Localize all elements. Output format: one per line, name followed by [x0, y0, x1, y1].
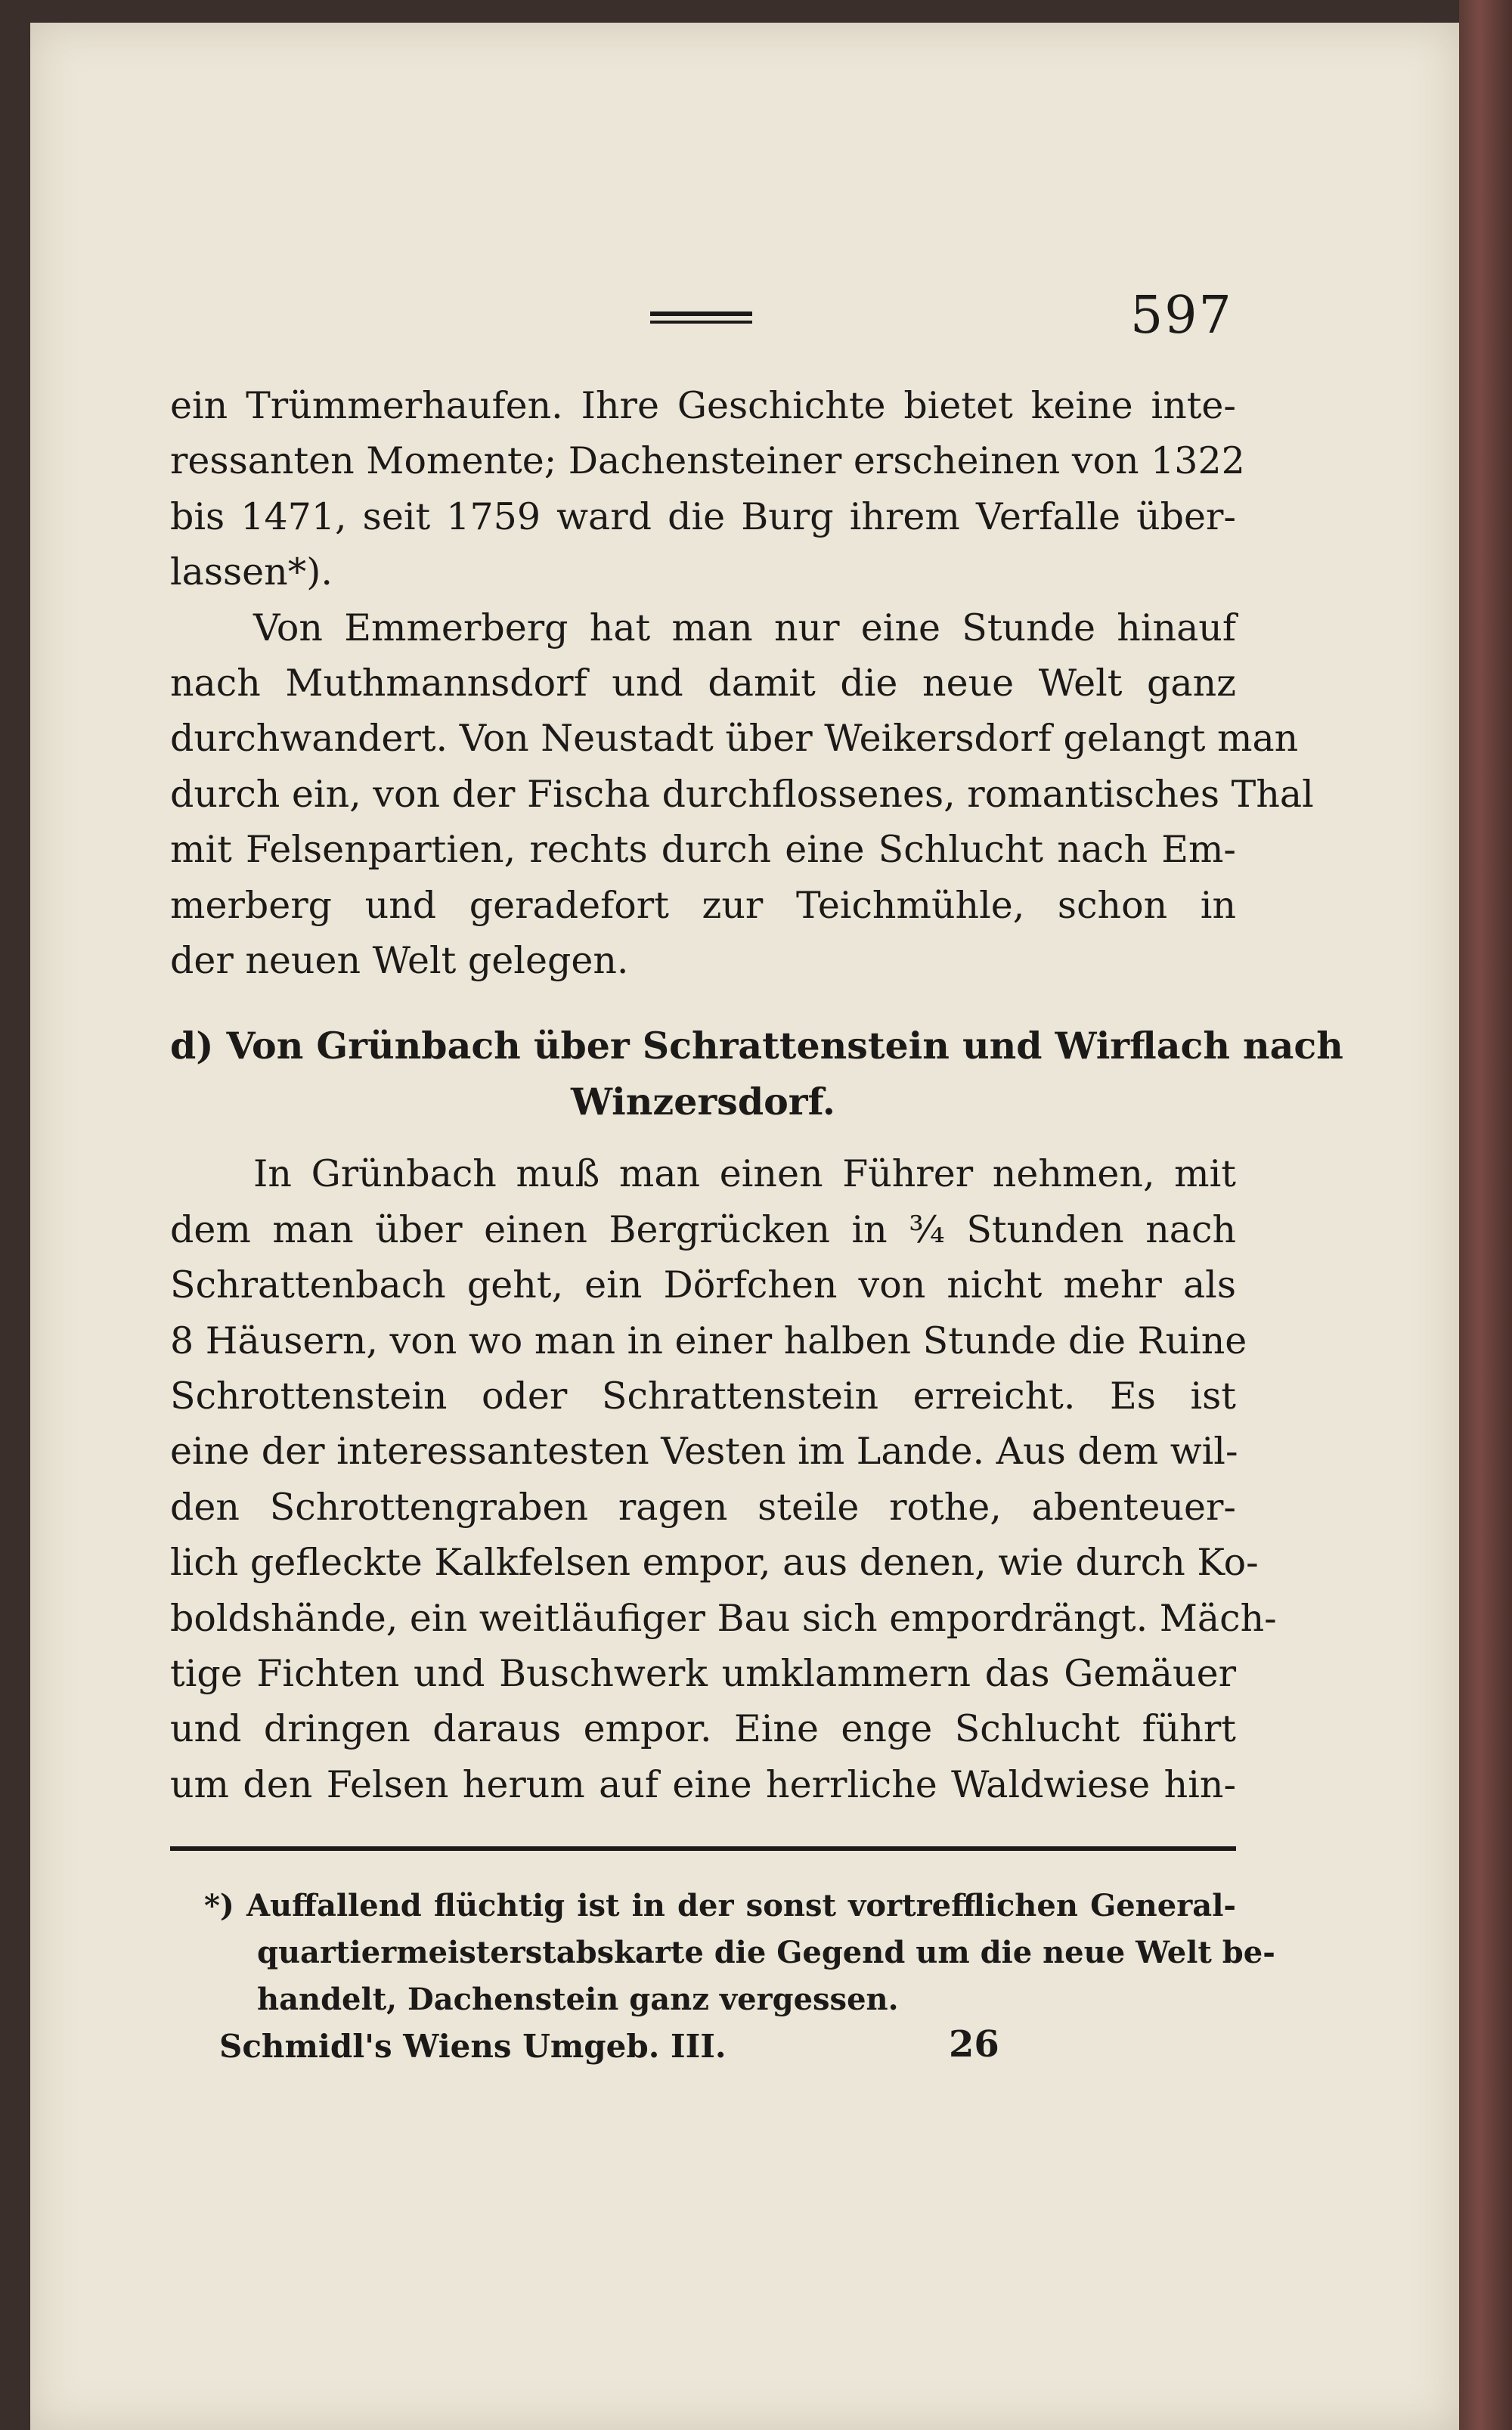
text-line: In Grünbach muß man einen Führer nehmen, mit — [253, 1152, 1236, 1196]
text-line: mit Felsenpartien, rechts durch eine Schlucht nach Em- — [170, 828, 1236, 872]
text-line: und dringen daraus empor. Eine enge Schlucht führt — [170, 1707, 1236, 1751]
text-line: durchwandert. Von Neustadt über Weikersdorf gelangt man — [170, 717, 1299, 761]
book-binding-edge — [1459, 0, 1512, 2430]
text-line: Von Emmerberg hat man nur eine Stunde hinauf — [253, 606, 1236, 649]
text-line: 8 Häusern, von wo man in einer halben Stunde die Ruine — [170, 1319, 1247, 1362]
header-ornament-rule — [650, 311, 752, 324]
text-line: tige Fichten und Buschwerk umklammern das Gemäuer — [170, 1651, 1236, 1695]
section-heading — [170, 1018, 1343, 1130]
text-line: merberg und geradefort zur Teichmühle, schon in — [170, 883, 1236, 927]
page-number: 597 — [1130, 286, 1233, 346]
text-line: boldshände, ein weitläufiger Bau sich empordrängt. Mäch- — [170, 1596, 1277, 1640]
text-line: Schrattenbach geht, ein Dörfchen von nicht mehr als — [170, 1263, 1236, 1307]
main-text — [170, 378, 1343, 1812]
text-line: durch ein, von der Fischa durchflossenes, romantisches Thal — [170, 772, 1314, 816]
footnote-divider — [170, 1846, 1236, 1851]
section-heading-line: d) Von Grünbach über Schrattenstein und Wirflach nach — [170, 1024, 1343, 1068]
footnote-line: quartiermeisterstabskarte die Gegend um die neue Welt be- — [257, 1935, 1275, 1970]
text-line: um den Felsen herum auf eine herrliche Waldwiese hin- — [170, 1762, 1236, 1806]
book-page — [30, 23, 1459, 2430]
text-line: nach Muthmannsdorf und damit die neue Welt ganz — [170, 662, 1236, 705]
text-line: ein Trümmerhaufen. Ihre Geschichte bietet keine inte- — [170, 384, 1236, 427]
text-line: eine der interessantesten Vesten im Lande. Aus dem wil- — [170, 1430, 1238, 1474]
text-line: der neuen Welt gelegen. — [170, 939, 629, 983]
text-line: Schrottenstein oder Schrattenstein erreicht. Es ist — [170, 1374, 1236, 1418]
footnote-line: handelt, Dachenstein ganz vergessen. — [257, 1982, 899, 2017]
text-line: lassen*). — [170, 550, 333, 594]
footnote — [204, 1883, 1275, 2023]
paragraph-2 — [170, 600, 1314, 989]
text-line: ressanten Momente; Dachensteiner erscheinen von 1322 — [170, 439, 1245, 483]
spacer — [170, 1130, 1236, 1146]
paragraph-3 — [170, 1146, 1277, 1812]
paragraph-1 — [170, 378, 1245, 600]
text-line: den Schrottengraben ragen steile rothe, abenteuer- — [170, 1485, 1236, 1529]
signature-mark: 26 — [949, 2023, 999, 2066]
text-line: bis 1471, seit 1759 ward die Burg ihrem Verfalle über- — [170, 494, 1236, 538]
footnote-line: *) Auffallend flüchtig ist in der sonst vortrefflichen General- — [204, 1888, 1236, 1923]
section-heading-line: Winzersdorf. — [571, 1079, 835, 1124]
text-line: dem man über einen Bergrücken in ¾ Stunden nach — [170, 1207, 1236, 1251]
printer-signature: Schmidl's Wiens Umgeb. III. — [219, 2028, 727, 2065]
text-line: lich gefleckte Kalkfelsen empor, aus denen, wie durch Ko- — [170, 1541, 1259, 1585]
